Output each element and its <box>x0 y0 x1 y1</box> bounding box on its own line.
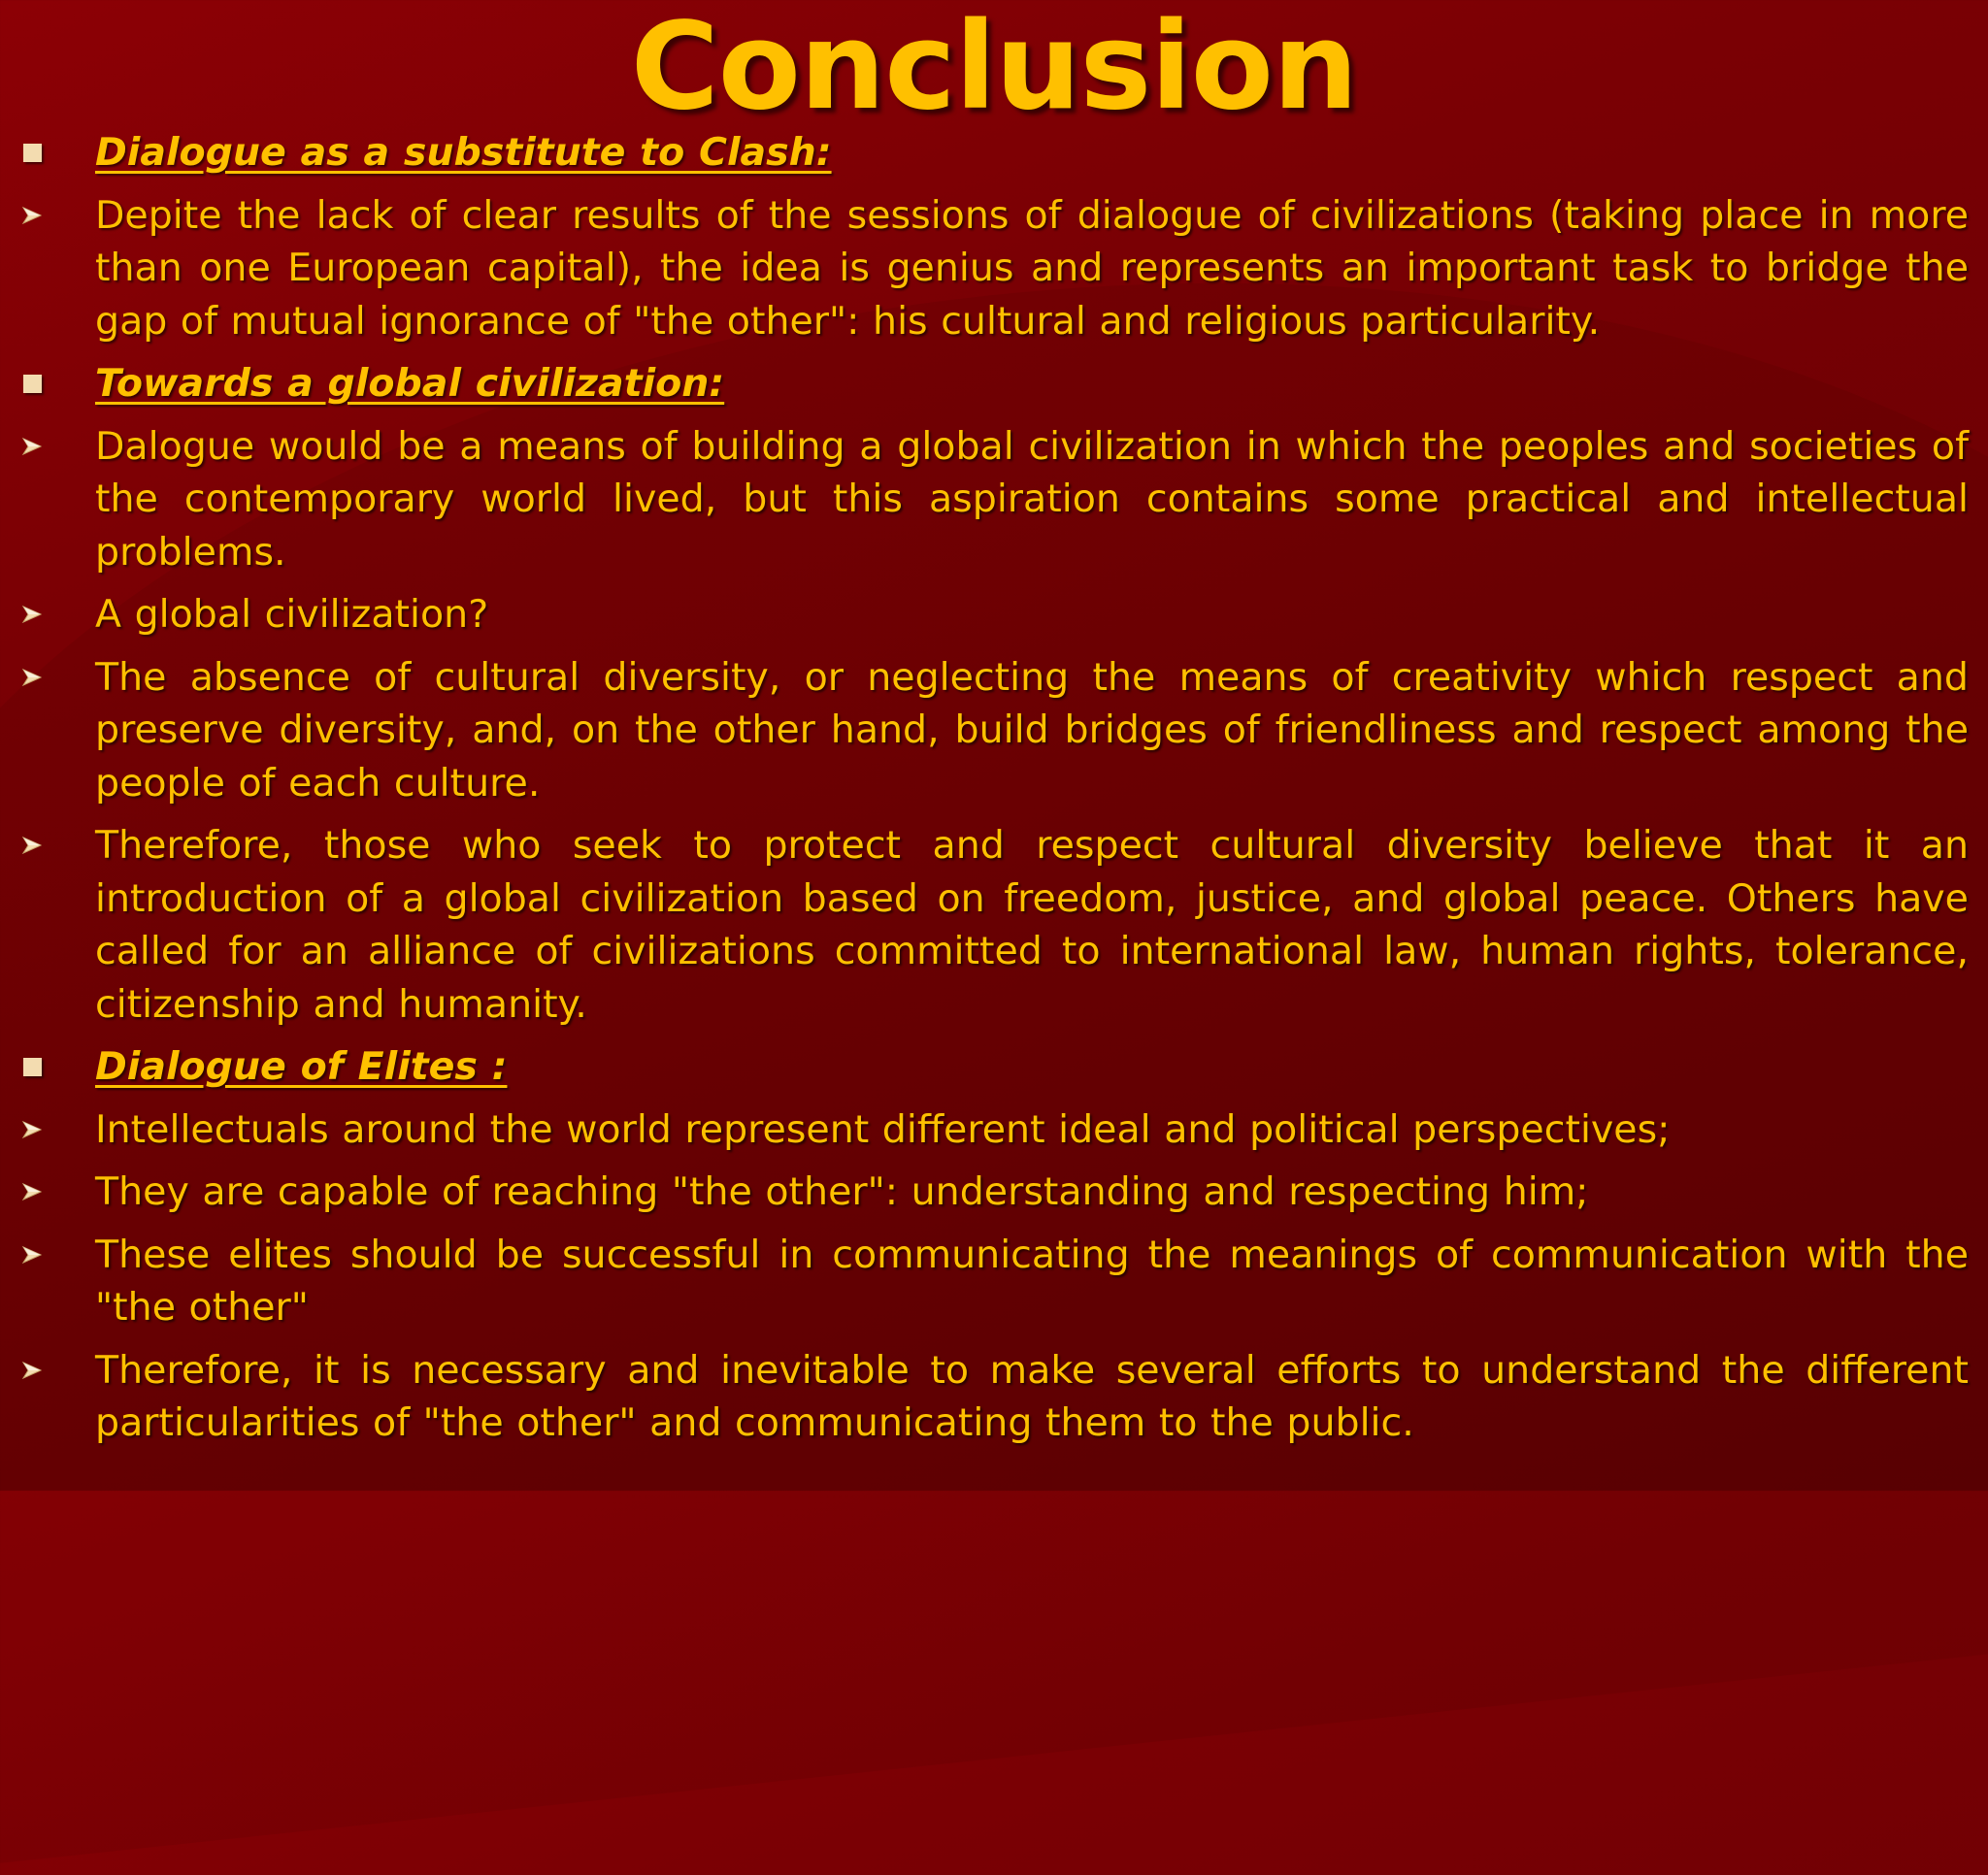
bullet-item <box>0 651 1988 810</box>
square-bullet-icon <box>23 1058 42 1076</box>
arrow-bullet-icon <box>21 1244 43 1266</box>
square-bullet-icon <box>23 144 42 162</box>
bullet-item <box>0 1344 1988 1450</box>
bullet-item <box>0 819 1988 1031</box>
bullet-item <box>0 1229 1988 1334</box>
arrow-bullet-icon <box>21 667 43 688</box>
bullet-item <box>0 588 1988 641</box>
square-bullet-icon <box>23 375 42 393</box>
bullet-text: A global civilization? <box>95 592 489 637</box>
arrow-bullet-icon <box>21 205 43 226</box>
bullet-item <box>0 420 1988 579</box>
bullet-text: Intellectuals around the world represent different ideal and political perspectives; <box>95 1106 1671 1152</box>
arrow-bullet-icon <box>21 604 43 625</box>
bullet-text: These elites should be successful in communicating the meanings of communication with the "the other" <box>95 1232 1969 1330</box>
heading-text: Dialogue as a substitute to Clash: <box>95 130 832 175</box>
bullet-text: The absence of cultural diversity, or neglecting the means of creativity which respect and preserve diversity, and, on the other hand, build bridges of friendliness and respect among the people of each culture. <box>95 654 1969 806</box>
bullet-item <box>0 1166 1988 1219</box>
bullet-text: Therefore, those who seek to protect and respect cultural diversity believe that it an introduction of a global civilization based on freedom, justice, and global peace. Others have called for an alliance of civilizations committed to international law, human rights, tolerance, citizenship and humanity. <box>95 823 1969 1027</box>
arrow-bullet-icon <box>21 1119 43 1140</box>
bullet-text: Dalogue would be a means of building a global civilization in which the peoples and societies of the contemporary world lived, but this aspiration contains some practical and intellectual problems. <box>95 423 1969 575</box>
arrow-bullet-icon <box>21 436 43 457</box>
bullet-text: Therefore, it is necessary and inevitable to make several efforts to understand the different particularities of "the other" and communicating them to the public. <box>95 1347 1969 1445</box>
heading-text: Towards a global civilization: <box>95 361 725 406</box>
slide-title: Conclusion <box>630 0 1358 137</box>
heading-item <box>0 126 1988 180</box>
arrow-bullet-icon <box>21 1181 43 1202</box>
bullet-item <box>0 1103 1988 1157</box>
bullet-list <box>0 126 1988 1460</box>
bullet-text: They are capable of reaching "the other": understanding and respecting him; <box>95 1169 1589 1214</box>
heading-item <box>0 357 1988 411</box>
heading-text: Dialogue of Elites : <box>95 1044 508 1089</box>
heading-item <box>0 1040 1988 1094</box>
bullet-text: Depite the lack of clear results of the sessions of dialogue of civilizations (taking place in more than one European capital), the idea is genius and represents an important task to bridge the gap of mutual ignorance of "the other": his cultural and religious particularity. <box>95 192 1969 344</box>
arrow-bullet-icon <box>21 835 43 856</box>
bullet-item <box>0 189 1988 348</box>
arrow-bullet-icon <box>21 1360 43 1381</box>
